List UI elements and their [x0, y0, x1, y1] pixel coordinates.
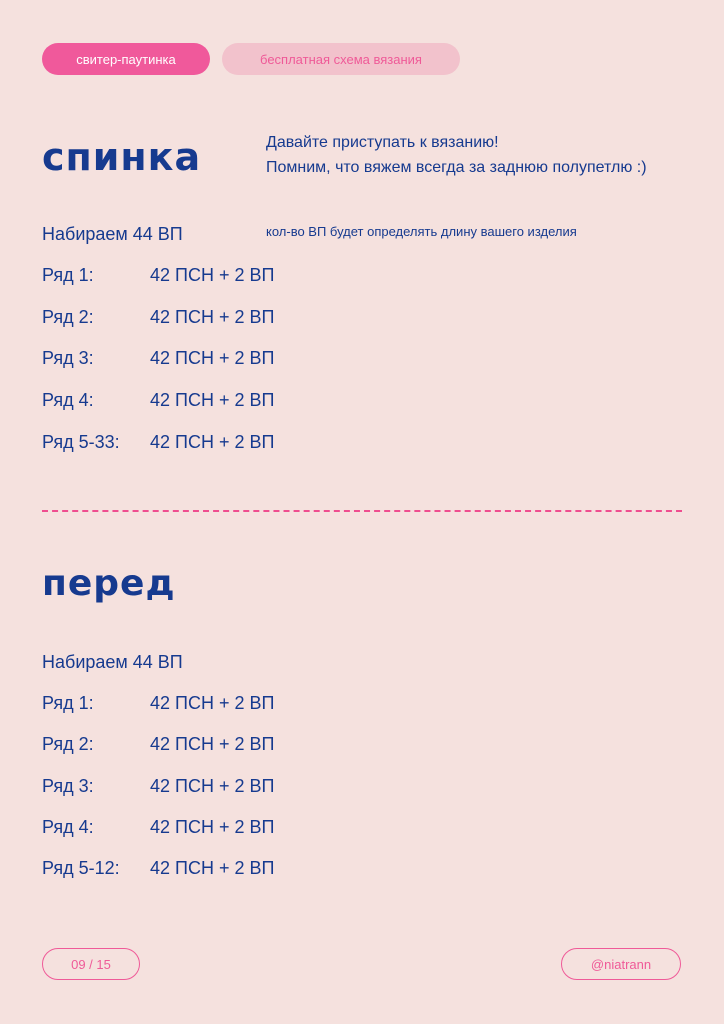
back-row-label: Ряд 1:	[42, 265, 94, 285]
front-section-title: перед	[42, 563, 176, 604]
front-row-value: 42 ПСН + 2 ВП	[150, 858, 275, 878]
front-cast-on: Набираем 44 ВП	[42, 652, 183, 672]
back-row-label: Ряд 4:	[42, 390, 94, 410]
intro-line-2: Помним, что вяжем всегда за заднюю полупетлю :)	[266, 159, 647, 176]
front-row-label: Ряд 3:	[42, 776, 94, 796]
front-row-label: Ряд 5-12:	[42, 858, 120, 878]
front-row-label: Ряд 2:	[42, 734, 94, 754]
back-cast-on-note: кол-во ВП будет определять длину вашего изделия	[266, 224, 577, 239]
back-row-value: 42 ПСН + 2 ВП	[150, 432, 275, 452]
section-divider	[42, 510, 682, 512]
author-handle[interactable]: @niatrann	[561, 948, 681, 980]
tag-free-pattern: бесплатная схема вязания	[222, 43, 460, 75]
intro-line-1: Давайте приступать к вязанию!	[266, 134, 499, 151]
back-section-title: спинка	[42, 135, 202, 179]
intro-text	[266, 130, 647, 180]
back-row-label: Ряд 3:	[42, 348, 94, 368]
tag-sweater: свитер-паутинка	[42, 43, 210, 75]
back-cast-on: Набираем 44 ВП	[42, 224, 183, 244]
back-row-label: Ряд 2:	[42, 307, 94, 327]
page-number: 09 / 15	[42, 948, 140, 980]
back-row-value: 42 ПСН + 2 ВП	[150, 348, 275, 368]
back-row-value: 42 ПСН + 2 ВП	[150, 265, 275, 285]
back-row-value: 42 ПСН + 2 ВП	[150, 307, 275, 327]
front-row-value: 42 ПСН + 2 ВП	[150, 776, 275, 796]
front-row-value: 42 ПСН + 2 ВП	[150, 693, 275, 713]
back-row-value: 42 ПСН + 2 ВП	[150, 390, 275, 410]
back-row-label: Ряд 5-33:	[42, 432, 120, 452]
front-row-value: 42 ПСН + 2 ВП	[150, 734, 275, 754]
front-row-label: Ряд 4:	[42, 817, 94, 837]
front-row-label: Ряд 1:	[42, 693, 94, 713]
front-row-value: 42 ПСН + 2 ВП	[150, 817, 275, 837]
